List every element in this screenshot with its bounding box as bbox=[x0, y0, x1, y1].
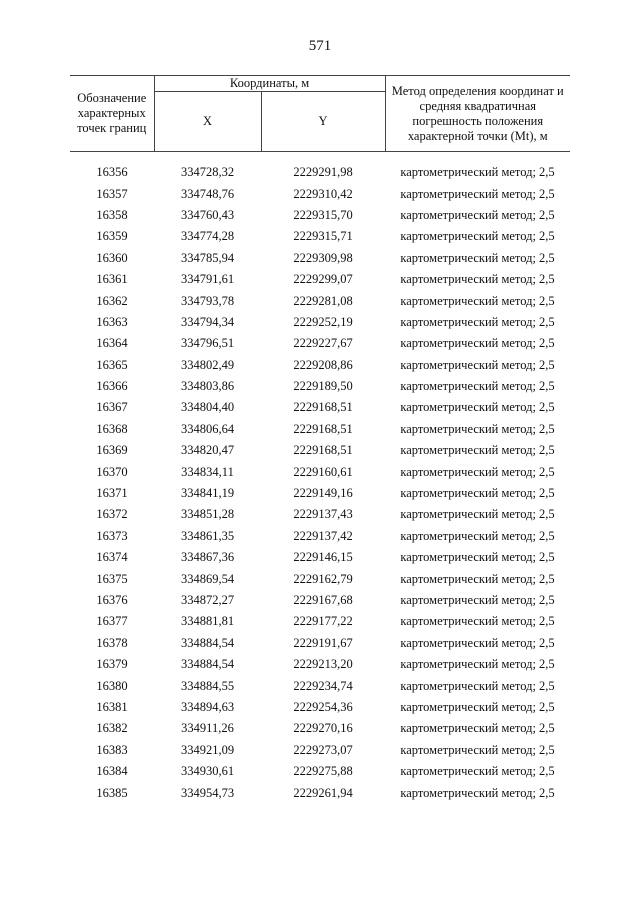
table-row bbox=[70, 526, 570, 547]
cell-method: картометрический метод; 2,5 bbox=[400, 657, 555, 672]
cell-x: 334884,54 bbox=[180, 657, 235, 672]
cell-method: картометрический метод; 2,5 bbox=[400, 336, 555, 351]
cell-x: 334911,26 bbox=[181, 721, 234, 736]
cell-method: картометрический метод; 2,5 bbox=[400, 614, 555, 629]
cell-point: 16373 bbox=[96, 528, 128, 543]
cell-method: картометрический метод; 2,5 bbox=[400, 250, 555, 265]
cell-point: 16372 bbox=[96, 507, 128, 522]
table-row bbox=[70, 504, 570, 525]
cell-point: 16384 bbox=[96, 764, 128, 779]
header-method: Метод определения координат и средняя квадратичная погрешность положения характерной точки (Mt), м bbox=[385, 76, 570, 152]
coordinates-table bbox=[70, 75, 570, 804]
table-row bbox=[70, 654, 570, 675]
cell-y: 2229270,16 bbox=[293, 721, 353, 736]
cell-method: картометрический метод; 2,5 bbox=[400, 593, 555, 607]
cell-x: 334841,19 bbox=[180, 486, 235, 501]
cell-point: 16360 bbox=[96, 250, 128, 265]
cell-point: 16379 bbox=[96, 657, 128, 672]
cell-y: 2229254,36 bbox=[293, 699, 353, 714]
header-coordinates: Координаты, м bbox=[154, 76, 385, 92]
cell-y: 2229291,98 bbox=[293, 165, 353, 180]
cell-x: 334867,36 bbox=[180, 550, 235, 565]
cell-method: картометрический метод; 2,5 bbox=[400, 699, 555, 714]
cell-point: 16359 bbox=[96, 229, 128, 244]
table-row bbox=[70, 483, 570, 504]
cell-method: картометрический метод; 2,5 bbox=[400, 165, 555, 180]
cell-method: картометрический метод; 2,5 bbox=[400, 357, 555, 372]
cell-x: 334806,64 bbox=[180, 421, 235, 436]
cell-point: 16374 bbox=[96, 550, 128, 565]
cell-x: 334851,28 bbox=[180, 507, 235, 522]
cell-y: 2229234,74 bbox=[293, 678, 353, 693]
cell-y: 2229137,43 bbox=[293, 507, 353, 522]
cell-y: 2229213,20 bbox=[293, 657, 353, 672]
table-row bbox=[70, 397, 570, 418]
table-row bbox=[70, 376, 570, 397]
cell-point: 16367 bbox=[96, 400, 128, 415]
cell-method: картометрический метод; 2,5 bbox=[400, 421, 555, 436]
table-header bbox=[70, 76, 570, 152]
header-point-designation: Обозначение характерных точек границ bbox=[70, 76, 154, 152]
table-row bbox=[70, 633, 570, 654]
table-row bbox=[70, 312, 570, 333]
cell-point: 16378 bbox=[96, 635, 128, 650]
cell-point: 16385 bbox=[96, 785, 128, 800]
table-row bbox=[70, 355, 570, 376]
cell-y: 2229146,15 bbox=[293, 550, 353, 565]
cell-y: 2229137,42 bbox=[293, 528, 353, 543]
cell-y: 2229275,88 bbox=[293, 764, 353, 779]
cell-y: 2229149,16 bbox=[293, 486, 353, 501]
cell-point: 16365 bbox=[96, 357, 128, 372]
cell-x: 334869,54 bbox=[180, 571, 235, 586]
table-row bbox=[70, 590, 570, 611]
table-row bbox=[70, 461, 570, 482]
cell-x: 334834,11 bbox=[181, 464, 234, 479]
cell-y: 2229168,51 bbox=[293, 400, 353, 415]
cell-x: 334796,51 bbox=[180, 336, 235, 351]
cell-x: 334794,34 bbox=[180, 314, 235, 329]
cell-method: картометрический метод; 2,5 bbox=[400, 400, 555, 415]
cell-x: 334930,61 bbox=[180, 764, 235, 779]
cell-method: картометрический метод; 2,5 bbox=[400, 550, 555, 565]
table-body bbox=[70, 152, 570, 804]
cell-method: картометрический метод; 2,5 bbox=[400, 785, 555, 800]
table-row bbox=[70, 162, 570, 183]
cell-method: картометрический метод; 2,5 bbox=[400, 721, 555, 736]
cell-y: 2229167,68 bbox=[293, 593, 353, 607]
cell-x: 334921,09 bbox=[180, 742, 235, 757]
cell-point: 16366 bbox=[96, 379, 128, 394]
cell-method: картометрический метод; 2,5 bbox=[400, 678, 555, 693]
cell-x: 334793,78 bbox=[180, 293, 235, 308]
cell-point: 16375 bbox=[96, 571, 128, 586]
cell-y: 2229252,19 bbox=[293, 314, 353, 329]
cell-point: 16361 bbox=[96, 272, 128, 287]
cell-method: картометрический метод; 2,5 bbox=[400, 272, 555, 287]
cell-y: 2229310,42 bbox=[293, 186, 353, 201]
header-x: X bbox=[154, 92, 261, 152]
cell-method: картометрический метод; 2,5 bbox=[400, 186, 555, 201]
table-row bbox=[70, 269, 570, 290]
table-row bbox=[70, 740, 570, 761]
cell-x: 334894,63 bbox=[180, 699, 235, 714]
table-row bbox=[70, 226, 570, 247]
cell-method: картометрический метод; 2,5 bbox=[400, 571, 555, 586]
table-row bbox=[70, 333, 570, 354]
table-row bbox=[70, 718, 570, 739]
cell-y: 2229189,50 bbox=[293, 379, 353, 394]
cell-point: 16376 bbox=[96, 593, 128, 607]
cell-x: 334785,94 bbox=[180, 250, 235, 265]
cell-x: 334954,73 bbox=[180, 785, 235, 800]
cell-method: картометрический метод; 2,5 bbox=[400, 229, 555, 244]
table-row bbox=[70, 440, 570, 461]
cell-x: 334802,49 bbox=[180, 357, 235, 372]
cell-x: 334748,76 bbox=[180, 186, 235, 201]
table-row bbox=[70, 782, 570, 803]
table-row bbox=[70, 675, 570, 696]
cell-y: 2229160,61 bbox=[293, 464, 353, 479]
cell-method: картометрический метод; 2,5 bbox=[400, 635, 555, 650]
table-row bbox=[70, 205, 570, 226]
cell-method: картометрический метод; 2,5 bbox=[400, 314, 555, 329]
cell-y: 2229273,07 bbox=[293, 742, 353, 757]
cell-point: 16377 bbox=[96, 614, 128, 629]
table-row bbox=[70, 761, 570, 782]
cell-y: 2229315,70 bbox=[293, 207, 353, 222]
cell-point: 16370 bbox=[96, 464, 128, 479]
cell-point: 16381 bbox=[96, 699, 128, 714]
cell-x: 334760,43 bbox=[180, 207, 235, 222]
cell-point: 16383 bbox=[96, 742, 128, 757]
cell-x: 334884,54 bbox=[180, 635, 235, 650]
cell-y: 2229162,79 bbox=[293, 571, 353, 586]
cell-x: 334872,27 bbox=[180, 593, 235, 607]
cell-x: 334881,81 bbox=[180, 614, 235, 629]
cell-x: 334804,40 bbox=[180, 400, 235, 415]
table-row bbox=[70, 419, 570, 440]
cell-y: 2229309,98 bbox=[293, 250, 353, 265]
cell-point: 16371 bbox=[96, 486, 128, 501]
cell-y: 2229299,07 bbox=[293, 272, 353, 287]
cell-y: 2229208,86 bbox=[293, 357, 353, 372]
cell-x: 334774,28 bbox=[180, 229, 235, 244]
cell-method: картометрический метод; 2,5 bbox=[400, 486, 555, 501]
cell-point: 16357 bbox=[96, 186, 128, 201]
cell-x: 334803,86 bbox=[180, 379, 235, 394]
cell-y: 2229191,67 bbox=[293, 635, 353, 650]
cell-point: 16356 bbox=[96, 165, 128, 180]
table-row bbox=[70, 183, 570, 204]
cell-method: картометрический метод; 2,5 bbox=[400, 464, 555, 479]
cell-method: картометрический метод; 2,5 bbox=[400, 528, 555, 543]
cell-point: 16382 bbox=[96, 721, 128, 736]
cell-point: 16368 bbox=[96, 421, 128, 436]
page-number: 571 bbox=[308, 38, 332, 54]
table-row bbox=[70, 248, 570, 269]
cell-x: 334861,35 bbox=[180, 528, 235, 543]
cell-y: 2229168,51 bbox=[293, 443, 353, 458]
cell-y: 2229281,08 bbox=[293, 293, 353, 308]
cell-y: 2229315,71 bbox=[293, 229, 353, 244]
cell-point: 16358 bbox=[96, 207, 128, 222]
cell-point: 16363 bbox=[96, 314, 128, 329]
cell-method: картометрический метод; 2,5 bbox=[400, 742, 555, 757]
table-row bbox=[70, 290, 570, 311]
cell-point: 16364 bbox=[96, 336, 128, 351]
cell-x: 334791,61 bbox=[180, 272, 235, 287]
cell-y: 2229227,67 bbox=[293, 336, 353, 351]
cell-x: 334820,47 bbox=[180, 443, 235, 458]
table-row bbox=[70, 547, 570, 568]
table-row bbox=[70, 568, 570, 589]
table-spacer bbox=[70, 152, 570, 163]
table-row bbox=[70, 611, 570, 632]
cell-method: картометрический метод; 2,5 bbox=[400, 764, 555, 779]
cell-method: картометрический метод; 2,5 bbox=[400, 507, 555, 522]
cell-method: картометрический метод; 2,5 bbox=[400, 443, 555, 458]
table-row bbox=[70, 697, 570, 718]
cell-point: 16362 bbox=[96, 293, 128, 308]
cell-method: картометрический метод; 2,5 bbox=[400, 379, 555, 394]
cell-y: 2229168,51 bbox=[293, 421, 353, 436]
cell-y: 2229261,94 bbox=[293, 785, 353, 800]
cell-x: 334884,55 bbox=[180, 678, 235, 693]
cell-method: картометрический метод; 2,5 bbox=[400, 207, 555, 222]
cell-x: 334728,32 bbox=[180, 165, 235, 180]
cell-point: 16380 bbox=[96, 678, 128, 693]
cell-y: 2229177,22 bbox=[293, 614, 353, 629]
cell-method: картометрический метод; 2,5 bbox=[400, 293, 555, 308]
cell-point: 16369 bbox=[96, 443, 128, 458]
header-y: Y bbox=[261, 92, 385, 152]
